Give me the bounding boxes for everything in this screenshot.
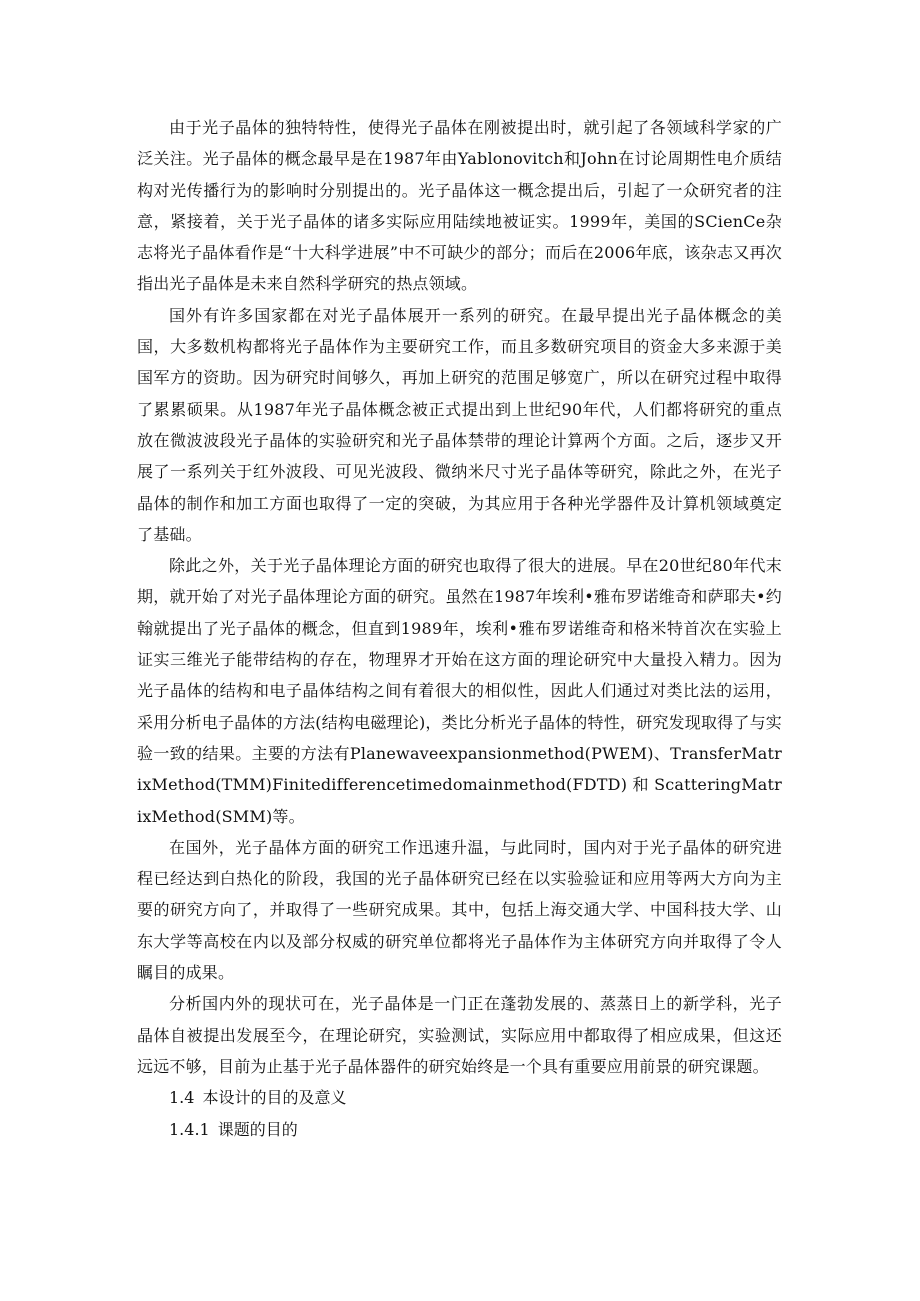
- paragraph-1: 由于光子晶体的独特特性，使得光子晶体在刚被提出时，就引起了各领域科学家的广泛关注。光子晶体的概念最早是在1987年由Yablonovitch和John在讨论周期性电介质结构对光传播行为的影响时分别提出的。光子晶体这一概念提出后，引起了一众研究者的注意，紧接着，关于光子晶体的诸多实际应用陆续地被证实。1999年，美国的SCienCe杂志将光子晶体看作是“十大科学进展”中不可缺少的部分；而后在2006年底，该杂志又再次指出光子晶体是未来自然科学研究的热点领域。: [137, 118, 782, 294]
- document-body: [137, 112, 782, 1145]
- paragraph-3: 除此之外，关于光子晶体理论方面的研究也取得了很大的进展。早在20世纪80年代末期，就开始了对光子晶体理论方面的研究。虽然在1987年埃利•雅布罗诺维奇和萨耶夫•约翰就提出了光子晶体的概念，但直到1989年，埃利•雅布罗诺维奇和格米特首次在实验上证实三维光子能带结构的存在，物理界才开始在这方面的理论研究中大量投入精力。因为光子晶体的结构和电子晶体结构之间有着很大的相似性，因此人们通过对类比法的运用，采用分析电子晶体的方法(结构电磁理论)，类比分析光子晶体的特性，研究发现取得了与实验一致的结果。主要的方法有Planewaveexpansionmethod(PWEM)、TransferMatrixMethod(TMM)Finitedifferencetimedomainmethod(FDTD) 和 ScatteringMatrixMethod(SMM)等。: [137, 556, 782, 826]
- paragraph-5: 分析国内外的现状可在，光子晶体是一门正在蓬勃发展的、蒸蒸日上的新学科，光子晶体自被提出发展至今，在理论研究，实验测试，实际应用中都取得了相应成果，但这还远远不够，目前为止基于光子晶体器件的研究始终是一个具有重要应用前景的研究课题。: [137, 994, 782, 1076]
- paragraph-2: 国外有许多国家都在对光子晶体展开一系列的研究。在最早提出光子晶体概念的美国，大多数机构都将光子晶体作为主要研究工作，而且多数研究项目的资金大多来源于美国军方的资助。因为研究时间够久，再加上研究的范围足够宽广，所以在研究过程中取得了累累硕果。从1987年光子晶体概念被正式提出到上世纪90年代，人们都将研究的重点放在微波波段光子晶体的实验研究和光子晶体禁带的理论计算两个方面。之后，逐步又开展了一系列关于红外波段、可见光波段、微纳米尺寸光子晶体等研究，除此之外，在光子晶体的制作和加工方面也取得了一定的突破，为其应用于各种光学器件及计算机领域奠定了基础。: [137, 305, 782, 544]
- section-heading-1-4: [137, 1082, 782, 1113]
- section-title: 课题的目的: [217, 1119, 298, 1139]
- section-heading-1-4-1: [137, 1114, 782, 1145]
- paragraph-4: 在国外，光子晶体方面的研究工作迅速升温，与此同时，国内对于光子晶体的研究进程已经达到白热化的阶段，我国的光子晶体研究已经在以实验验证和应用等两大方向为主要的研究方向了，并取得了一些研究成果。其中，包括上海交通大学、中国科技大学、山东大学等高校在内以及部分权威的研究单位都将光子晶体作为主体研究方向并取得了令人瞩目的成果。: [137, 837, 782, 983]
- section-number: 1.4.1: [169, 1119, 210, 1139]
- section-title: 本设计的目的及意义: [202, 1088, 347, 1108]
- section-number: 1.4: [169, 1088, 195, 1108]
